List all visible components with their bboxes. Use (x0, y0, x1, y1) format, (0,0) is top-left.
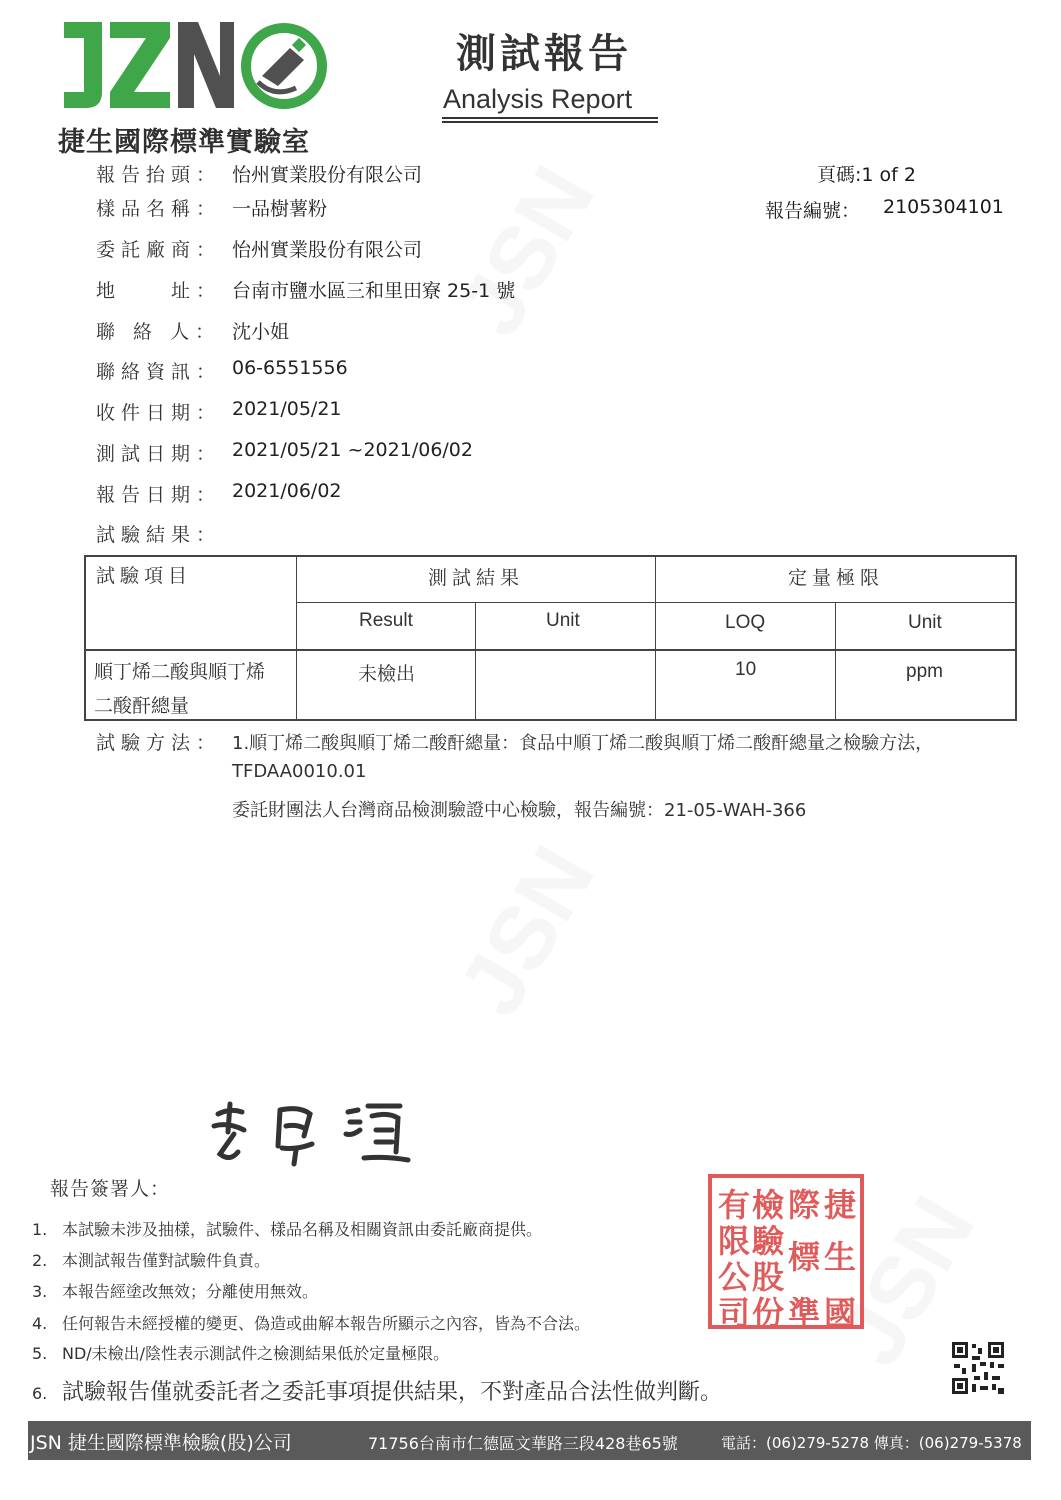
field-value-sample-name: 一品樹薯粉 (232, 198, 328, 220)
field-label-client: 委託廠商： (96, 239, 222, 261)
jsn-logo (58, 20, 328, 112)
field-value-contact-info: 06-6551556 (232, 357, 348, 379)
note-item: 3. 本報告經塗改無效；分離使用無效。 (32, 1282, 319, 1301)
method-line-2: TFDAA0010.01 (232, 761, 367, 782)
note-item: 4. 任何報告未經授權的變更、偽造或曲解本報告所顯示之內容，皆為不合法。 (32, 1314, 591, 1333)
field-value-client: 怡州實業股份有限公司 (232, 239, 423, 261)
report-number-label: 報告編號： (765, 200, 861, 222)
footer-address: 71756台南市仁德區文華路三段428巷65號 (368, 1434, 678, 1453)
lab-name: 捷生國際標準實驗室 (58, 127, 310, 158)
method-line-3: 委託財團法人台灣商品檢測驗證中心檢驗，報告編號：21-05-WAH-366 (232, 800, 807, 821)
header-test-result: 測試結果 (428, 567, 525, 589)
title-underline (442, 121, 658, 123)
field-label-contact-info: 聯絡資訊： (96, 361, 222, 383)
header-quantitation-limit: 定量極限 (788, 567, 885, 589)
method-label: 試驗方法： (96, 732, 222, 754)
cell-item-line1: 順丁烯二酸與順丁烯 (94, 661, 266, 683)
field-value-report-date: 2021/06/02 (232, 480, 342, 502)
field-label-test-results: 試驗結果： (96, 524, 222, 546)
qr-code (950, 1340, 1006, 1396)
footer-bar (28, 1421, 1031, 1460)
field-value-test-date: 2021/05/21 ~2021/06/02 (232, 439, 473, 461)
company-seal-stamp: 有 檢 際 捷 限 驗 標 生 公 股 司 份 準 國 (708, 1174, 864, 1329)
header-loq-unit: Unit (908, 612, 942, 633)
report-number: 2105304101 (883, 196, 1004, 218)
report-title-chinese: 測試報告 (456, 31, 632, 77)
watermark (439, 830, 616, 1033)
header-test-item: 試驗項目 (96, 565, 193, 587)
page-number: 頁碼:1 of 2 (817, 164, 916, 186)
field-label-report-date: 報告日期： (96, 484, 222, 506)
note-item: 2. 本測試報告僅對試驗件負責。 (32, 1251, 271, 1270)
note-item: 5. ND/未檢出/陰性表示測試件之檢測結果低於定量極限。 (32, 1344, 450, 1363)
signer-label: 報告簽署人： (50, 1178, 171, 1200)
result-table (84, 555, 1017, 721)
cell-item-line2: 二酸酐總量 (94, 695, 190, 717)
title-underline (442, 117, 658, 119)
header-loq: LOQ (725, 612, 766, 633)
cell-loq-unit: ppm (906, 661, 943, 682)
footer-company: JSN 捷生國際標準檢驗(股)公司 (30, 1432, 292, 1454)
footer-phone-fax: 電話：(06)279-5278 傳真：(06)279-5378 (721, 1434, 1022, 1452)
field-label-sample-name: 樣品名稱： (96, 198, 222, 220)
header-unit: Unit (546, 610, 580, 631)
field-label-test-date: 測試日期： (96, 443, 222, 465)
field-value-contact: 沈小姐 (232, 321, 290, 343)
field-label-received-date: 收件日期： (96, 402, 222, 424)
field-label-contact: 聯 絡 人： (96, 321, 221, 343)
watermark (439, 150, 616, 353)
field-label-report-header: 報告抬頭： (96, 164, 222, 186)
cell-result: 未檢出 (358, 663, 416, 685)
field-value-report-header: 怡州實業股份有限公司 (232, 164, 423, 186)
note-item: 1. 本試驗未涉及抽樣，試驗件、樣品名稱及相關資訊由委託廠商提供。 (32, 1220, 543, 1239)
header-result: Result (359, 610, 413, 631)
handwritten-signature (200, 1092, 430, 1172)
method-line-1: 1.順丁烯二酸與順丁烯二酸酐總量：食品中順丁烯二酸與順丁烯二酸酐總量之檢驗方法， (232, 733, 934, 754)
note-item: 6. 試驗報告僅就委託者之委託事項提供結果，不對產品合法性做判斷。 (32, 1380, 723, 1405)
report-title-english: Analysis Report (443, 84, 633, 114)
field-value-received-date: 2021/05/21 (232, 398, 342, 420)
field-label-address: 地 址： (96, 280, 222, 302)
cell-loq: 10 (735, 659, 757, 680)
field-value-address: 台南市鹽水區三和里田寮 25-1 號 (232, 280, 516, 302)
